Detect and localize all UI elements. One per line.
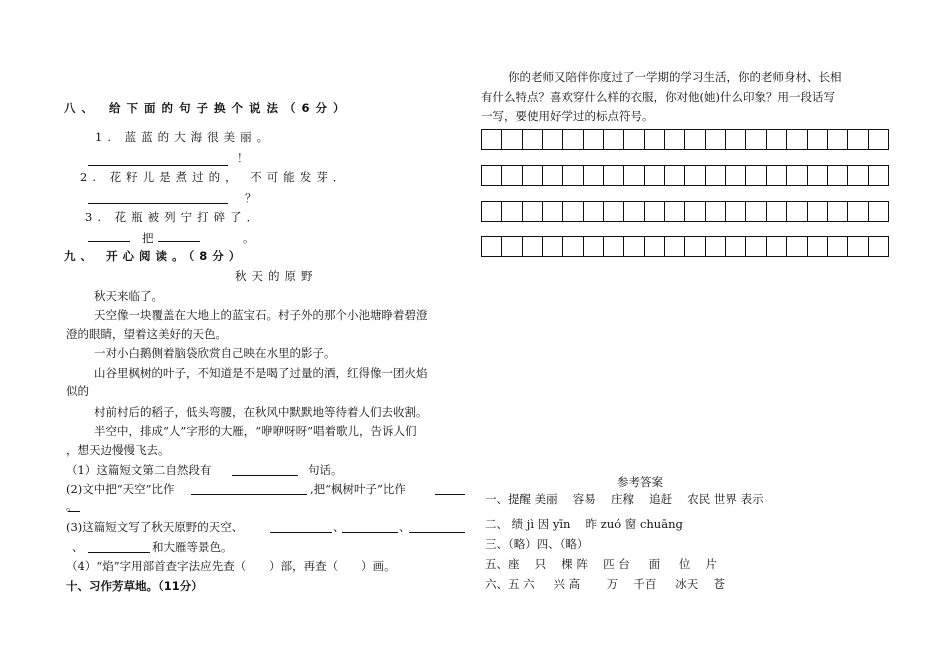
- answer-line-9-2a[interactable]: [191, 494, 307, 495]
- question-9-1-a: （1）这篇短文第二自然段有: [66, 463, 212, 477]
- writing-grid-row[interactable]: [481, 201, 889, 222]
- answer-line-9-3b[interactable]: [342, 532, 398, 533]
- writing-grid-cell[interactable]: [706, 237, 726, 256]
- writing-grid-cell[interactable]: [767, 166, 787, 185]
- writing-grid-cell[interactable]: [665, 202, 685, 221]
- writing-prompt-line-1: 你的老师又陪伴你度过了一学期的学习生活，你的老师身材、长相: [508, 70, 842, 84]
- writing-grid-cell[interactable]: [808, 237, 828, 256]
- writing-grid-cell[interactable]: [563, 166, 583, 185]
- answer-line-9-2b[interactable]: [435, 494, 465, 495]
- writing-prompt-line-3: 一写，要使用好学过的标点符号。: [481, 109, 654, 123]
- writing-grid-cell[interactable]: [869, 202, 888, 221]
- writing-grid-cell[interactable]: [563, 130, 583, 149]
- writing-grid-cell[interactable]: [869, 130, 888, 149]
- writing-grid-cell[interactable]: [685, 166, 705, 185]
- writing-grid-cell[interactable]: [848, 130, 868, 149]
- writing-grid-cell[interactable]: [645, 130, 665, 149]
- reading-paragraph-5: 村前村后的稻子，低头弯腰，在秋风中默默地等待着人们去收割。: [94, 405, 428, 419]
- answers-line-2: 二、 绩 jì 因 yīn 昨 zuó 窗 chuāng: [485, 517, 683, 531]
- writing-grid-cell[interactable]: [604, 130, 624, 149]
- reading-paragraph-6a: 半空中，排成“人”字形的大雁，“咿咿呀呀”唱着歌儿，告诉人们: [94, 424, 417, 438]
- writing-grid-cell[interactable]: [706, 166, 726, 185]
- answers-line-4: 五、座 只 棵 阵 匹 台 面 位 片: [485, 557, 718, 571]
- writing-grid-cell[interactable]: [502, 202, 522, 221]
- reading-paragraph-1: 秋天来临了。: [94, 289, 163, 303]
- question-9-2-a: (2)文中把“天空”比作: [66, 482, 175, 496]
- writing-grid-cell[interactable]: [665, 130, 685, 149]
- writing-grid-cell[interactable]: [848, 237, 868, 256]
- writing-grid-cell[interactable]: [848, 166, 868, 185]
- question-9-2-b: ,把“枫树叶子”比作: [310, 482, 406, 496]
- answers-title: 参考答案: [617, 475, 663, 489]
- question-9-4: （4）“焰”字用部首查字法应先查（ ）部，再查（ ）画。: [66, 559, 396, 573]
- writing-grid-cell[interactable]: [726, 166, 746, 185]
- writing-grid-cell[interactable]: [808, 202, 828, 221]
- writing-grid-cell[interactable]: [502, 237, 522, 256]
- writing-grid-cell[interactable]: [685, 237, 705, 256]
- writing-grid-cell[interactable]: [665, 237, 685, 256]
- writing-grid-cell[interactable]: [523, 166, 543, 185]
- answer-line-9-3c[interactable]: [409, 532, 465, 533]
- writing-grid-cell[interactable]: [828, 166, 848, 185]
- writing-grid-cell[interactable]: [746, 202, 766, 221]
- writing-grid-cell[interactable]: [645, 202, 665, 221]
- answer-line-8-1[interactable]: [88, 165, 228, 166]
- writing-grid-cell[interactable]: [746, 130, 766, 149]
- writing-grid-cell[interactable]: [645, 166, 665, 185]
- writing-grid-cell[interactable]: [685, 130, 705, 149]
- answer-line-9-3a[interactable]: [270, 532, 332, 533]
- writing-grid-cell[interactable]: [746, 166, 766, 185]
- writing-grid-cell[interactable]: [706, 130, 726, 149]
- question-8-1-end: ！: [237, 151, 249, 165]
- writing-grid-cell[interactable]: [869, 237, 888, 256]
- writing-grid-cell[interactable]: [543, 237, 563, 256]
- answers-line-5: 六、五 六 兴 高 万 千百 冰天 苍: [485, 577, 725, 591]
- question-9-3-b: 、: [333, 520, 345, 534]
- writing-grid-cell[interactable]: [543, 166, 563, 185]
- answer-line-9-3d[interactable]: [88, 552, 150, 553]
- question-9-1-b: 句话。: [308, 463, 343, 477]
- writing-grid-cell[interactable]: [848, 202, 868, 221]
- writing-grid-cell[interactable]: [604, 237, 624, 256]
- writing-grid-cell[interactable]: [584, 202, 604, 221]
- writing-grid-cell[interactable]: [828, 130, 848, 149]
- writing-grid-cell[interactable]: [563, 237, 583, 256]
- answer-line-9-1[interactable]: [232, 475, 298, 476]
- writing-grid-cell[interactable]: [543, 202, 563, 221]
- writing-grid-cell[interactable]: [482, 237, 502, 256]
- writing-grid-cell[interactable]: [787, 202, 807, 221]
- writing-grid-cell[interactable]: [746, 237, 766, 256]
- writing-grid-cell[interactable]: [502, 130, 522, 149]
- question-8-1: 1. 蓝蓝的大海很美丽。: [95, 130, 274, 144]
- question-8-2: 2. 花籽儿是煮过的， 不可能发芽．: [80, 170, 350, 184]
- writing-grid-cell[interactable]: [482, 202, 502, 221]
- reading-paragraph-2a: 天空像一块覆盖在大地上的蓝宝石。村子外的那个小池塘睁着碧澄: [94, 308, 428, 322]
- question-8-3-end: 。: [243, 231, 255, 245]
- writing-grid-cell[interactable]: [808, 166, 828, 185]
- writing-grid-cell[interactable]: [584, 166, 604, 185]
- answer-line-8-3b[interactable]: [158, 241, 200, 242]
- writing-grid-cell[interactable]: [523, 202, 543, 221]
- writing-grid-cell[interactable]: [543, 130, 563, 149]
- answer-line-8-3a[interactable]: [88, 241, 130, 242]
- writing-grid-cell[interactable]: [645, 237, 665, 256]
- writing-grid-cell[interactable]: [604, 202, 624, 221]
- reading-paragraph-6b: ，想天边慢慢飞去。: [66, 443, 170, 457]
- writing-grid-cell[interactable]: [685, 202, 705, 221]
- answers-line-3: 三、（略）四、（略）: [485, 537, 589, 551]
- writing-grid-cell[interactable]: [502, 166, 522, 185]
- writing-grid-cell[interactable]: [604, 166, 624, 185]
- reading-paragraph-4b: 似的: [66, 384, 89, 398]
- question-8-3-ba: 把: [142, 231, 154, 245]
- writing-grid-cell[interactable]: [482, 130, 502, 149]
- question-8-2-end: ？: [245, 191, 257, 205]
- writing-grid-row[interactable]: [481, 129, 889, 150]
- writing-grid-cell[interactable]: [767, 237, 787, 256]
- writing-grid-cell[interactable]: [584, 237, 604, 256]
- writing-grid-cell[interactable]: [665, 166, 685, 185]
- answer-line-8-2[interactable]: [88, 203, 228, 204]
- writing-grid-cell[interactable]: [523, 237, 543, 256]
- answer-line-9-2c[interactable]: [68, 511, 80, 512]
- question-9-3-c: 、: [399, 520, 411, 534]
- question-9-3-e: 和大雁等景色。: [152, 540, 233, 554]
- question-8-3: 3. 花瓶被列宁打碎了．: [85, 210, 264, 224]
- writing-grid-cell[interactable]: [624, 237, 644, 256]
- reading-paragraph-3: 一对小白鹅侧着脑袋欣赏自己映在水里的影子。: [94, 346, 336, 360]
- question-9-2-c: 。: [66, 499, 78, 513]
- writing-grid-cell[interactable]: [726, 237, 746, 256]
- writing-grid-cell[interactable]: [808, 130, 828, 149]
- writing-grid-cell[interactable]: [624, 202, 644, 221]
- writing-grid-cell[interactable]: [828, 202, 848, 221]
- section-8-heading: 八、 给下面的句子换个说法（6分）: [64, 101, 351, 115]
- question-9-3-a: (3)这篇短文写了秋天原野的天空、: [66, 520, 244, 534]
- writing-grid-cell[interactable]: [523, 130, 543, 149]
- writing-grid-cell[interactable]: [787, 166, 807, 185]
- writing-prompt-line-2: 有什么特点？喜欢穿什么样的衣服，你对他(她)什么印象？用一段话写: [481, 90, 835, 104]
- writing-grid-cell[interactable]: [563, 202, 583, 221]
- writing-grid-cell[interactable]: [787, 237, 807, 256]
- writing-grid-cell[interactable]: [726, 202, 746, 221]
- writing-grid-cell[interactable]: [767, 130, 787, 149]
- writing-grid-cell[interactable]: [869, 166, 888, 185]
- section-9-heading: 九、 开心阅读。（8分）: [64, 249, 246, 263]
- writing-grid-cell[interactable]: [624, 130, 644, 149]
- writing-grid-cell[interactable]: [624, 166, 644, 185]
- section-10-heading: 十、习作芳草地。（11分）: [66, 579, 203, 593]
- reading-paragraph-4a: 山谷里枫树的叶子，不知道是不是喝了过量的酒，红得像一团火焰: [94, 366, 428, 380]
- writing-grid-cell[interactable]: [482, 166, 502, 185]
- writing-grid-cell[interactable]: [828, 237, 848, 256]
- reading-title: 秋天的原野: [235, 269, 318, 283]
- question-9-3-d: 、: [72, 540, 84, 554]
- writing-grid-row[interactable]: [481, 236, 889, 257]
- writing-grid-cell[interactable]: [584, 130, 604, 149]
- answers-line-1: 一、提醒 美丽 容易 庄稼 追赶 农民 世界 表示: [485, 492, 764, 506]
- writing-grid-cell[interactable]: [767, 202, 787, 221]
- writing-grid-cell[interactable]: [706, 202, 726, 221]
- writing-grid-cell[interactable]: [787, 130, 807, 149]
- reading-paragraph-2b: 澄的眼睛，望着这美好的天色。: [66, 327, 227, 341]
- writing-grid-cell[interactable]: [726, 130, 746, 149]
- writing-grid-row[interactable]: [481, 165, 889, 186]
